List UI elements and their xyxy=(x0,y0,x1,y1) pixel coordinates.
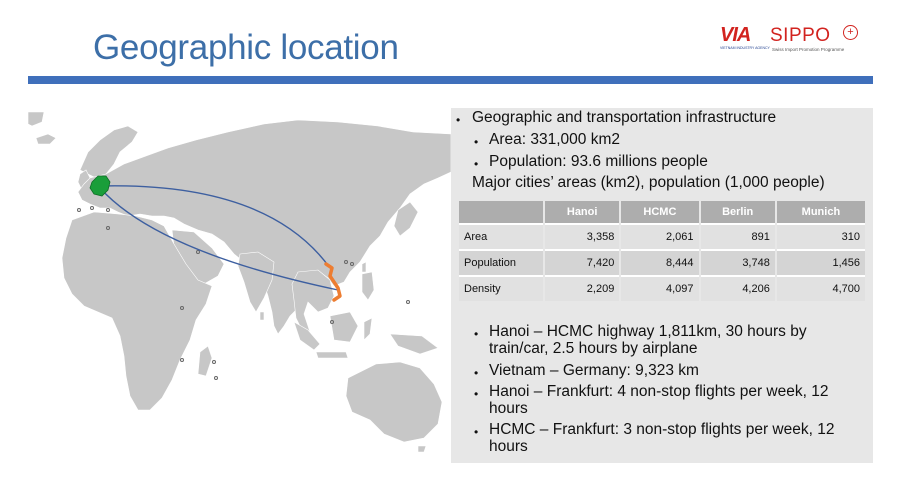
table-row xyxy=(459,223,865,249)
table-row xyxy=(459,249,865,275)
infra-area: Area: 331,000 km2 xyxy=(489,131,620,148)
sippo-logo-text: SIPPO xyxy=(770,25,831,46)
world-map xyxy=(28,112,451,452)
iceland-landmass xyxy=(36,134,56,144)
sulawesi-landmass xyxy=(364,318,372,340)
table-header-cell: Berlin xyxy=(701,201,775,223)
island-marker xyxy=(91,207,94,210)
bullet-icon: • xyxy=(474,135,479,149)
swiss-cross-icon: + xyxy=(843,25,858,40)
table-cell: 2,061 xyxy=(621,223,698,249)
title-underline-bar xyxy=(28,76,873,84)
table-header-cell: HCMC xyxy=(621,201,698,223)
infra-heading: Geographic and transportation infrastructure xyxy=(472,109,777,126)
table-row xyxy=(459,275,865,301)
bullet-icon: • xyxy=(474,366,479,380)
island-marker xyxy=(213,361,216,364)
transport-item-distance: Vietnam – Germany: 9,323 km xyxy=(489,362,699,379)
transport-item-hcmc-frankfurt: HCMC – Frankfurt: 3 non-stop flights per week, 12 hours xyxy=(489,421,835,455)
transport-item-hanoi-frankfurt: Hanoi – Frankfurt: 4 non-stop flights per week, 12 hours xyxy=(489,383,829,417)
island-marker xyxy=(181,359,184,362)
table-cell: 4,097 xyxy=(621,275,698,301)
via-tagline: VIETNAM INDUSTRY AGENCY xyxy=(720,46,770,50)
bullet-icon: • xyxy=(456,113,461,127)
madagascar-landmass xyxy=(198,346,212,376)
bullet-icon: • xyxy=(474,387,479,401)
bullet-icon: • xyxy=(474,157,479,171)
table-row-label: Population xyxy=(459,249,543,275)
via-logo-text: VIA xyxy=(720,24,751,46)
table-cell: 4,206 xyxy=(701,275,775,301)
tasmania-landmass xyxy=(418,446,426,452)
sri-lanka-landmass xyxy=(260,312,264,320)
taiwan-landmass xyxy=(362,262,366,272)
borneo-landmass xyxy=(330,312,358,342)
bullet-icon: • xyxy=(474,327,479,341)
table-cell: 8,444 xyxy=(621,249,698,275)
table-cell: 3,748 xyxy=(701,249,775,275)
table-header-cell: Munich xyxy=(777,201,865,223)
table-header-row xyxy=(459,201,865,223)
india-landmass xyxy=(238,252,274,312)
java-landmass xyxy=(316,352,348,358)
table-cell: 891 xyxy=(701,223,775,249)
table-row-label: Density xyxy=(459,275,543,301)
greenland-landmass xyxy=(28,112,44,126)
slide-title: Geographic location xyxy=(93,28,399,67)
table-cell: 2,209 xyxy=(545,275,619,301)
table-cell: 1,456 xyxy=(777,249,865,275)
island-marker xyxy=(78,209,81,212)
table-cell: 4,700 xyxy=(777,275,865,301)
sippo-tagline: Swiss Import Promotion Programme xyxy=(772,47,845,52)
bullet-icon: • xyxy=(474,425,479,439)
philippines-landmass xyxy=(362,272,374,300)
via-sippo-logo xyxy=(720,24,870,58)
infra-population: Population: 93.6 millions people xyxy=(489,153,708,170)
island-marker xyxy=(407,301,410,304)
new-guinea-landmass xyxy=(390,334,438,354)
table-header-cell: Hanoi xyxy=(545,201,619,223)
island-marker xyxy=(107,209,110,212)
table-row-label: Area xyxy=(459,223,543,249)
table-header-cell xyxy=(459,201,543,223)
australia-landmass xyxy=(346,362,442,442)
table-cell: 3,358 xyxy=(545,223,619,249)
table-cell: 7,420 xyxy=(545,249,619,275)
table-cell: 310 xyxy=(777,223,865,249)
cities-heading: Major cities’ areas (km2), population (1,000 people) xyxy=(472,174,825,191)
transport-item-highway: Hanoi – HCMC highway 1,811km, 30 hours by train/car, 2.5 hours by airplane xyxy=(489,323,807,357)
city-stats-table xyxy=(457,201,867,301)
island-marker xyxy=(215,377,218,380)
